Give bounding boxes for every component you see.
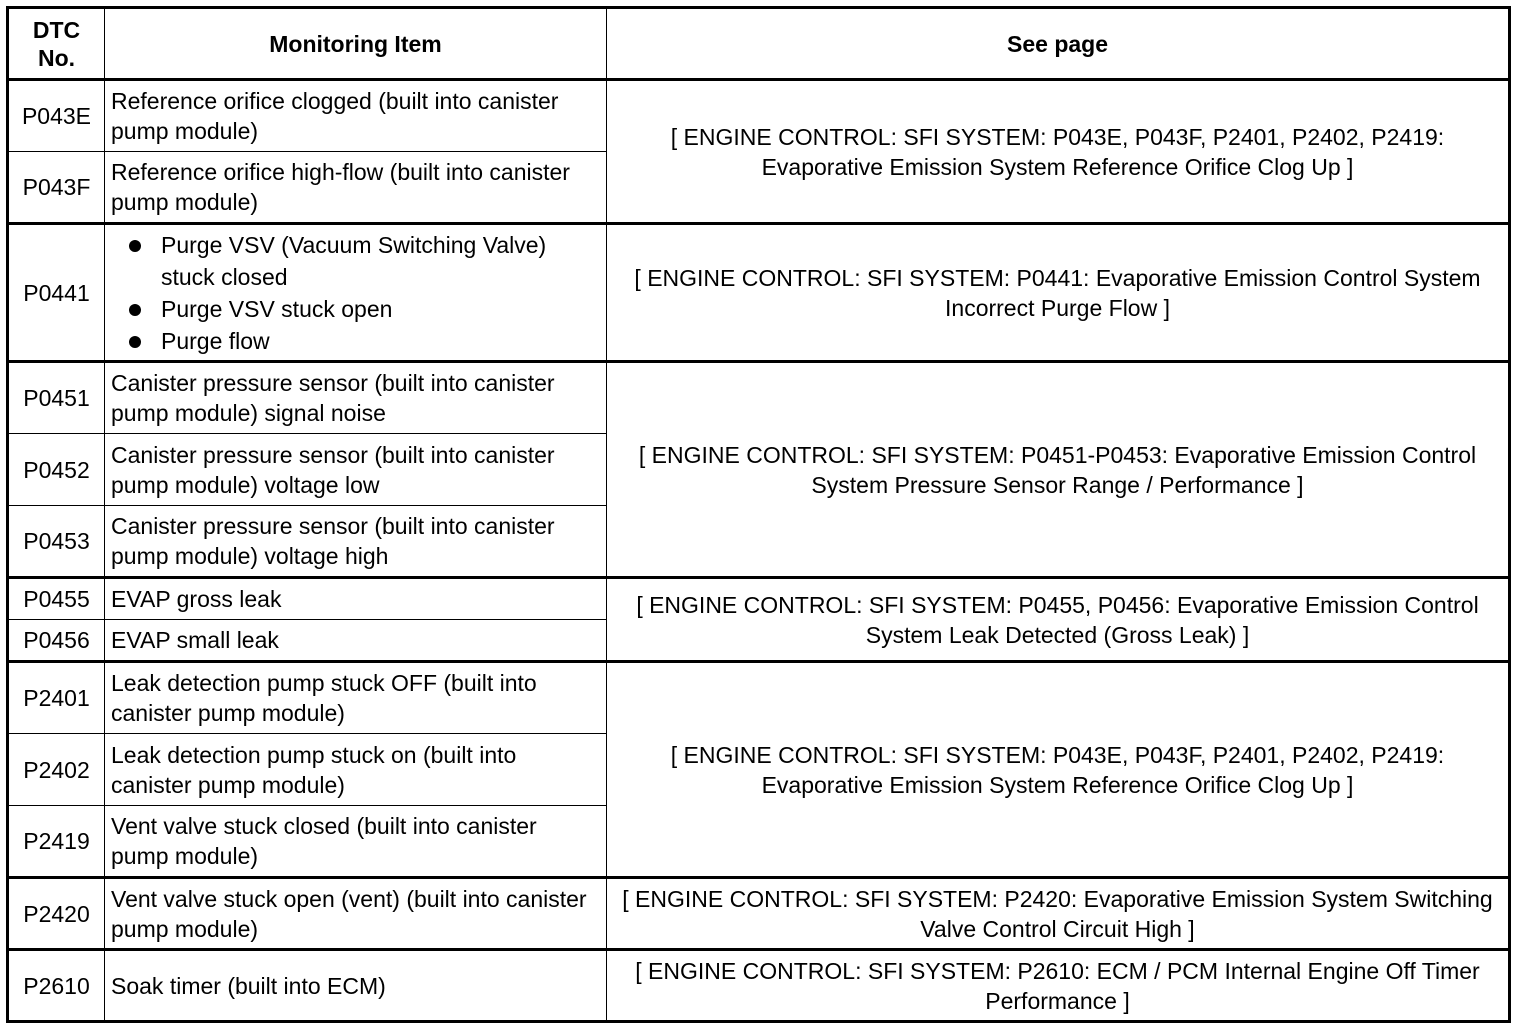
see-page-link[interactable]: [ ENGINE CONTROL: SFI SYSTEM: P043E, P043F, P2401, P2402, P2419: Evaporative Emission System Reference Orifice Clog Up ] [607,80,1510,224]
dtc-code: P2419 [8,806,105,878]
see-page-link[interactable]: [ ENGINE CONTROL: SFI SYSTEM: P0451-P0453: Evaporative Emission Control System Pressure Sensor Range / Performance ] [607,362,1510,578]
dtc-code: P0453 [8,506,105,578]
dtc-code: P2402 [8,734,105,806]
dtc-code: P0451 [8,362,105,434]
bullet-text: Purge flow [161,327,270,354]
list-item [119,229,606,293]
table-row [8,80,1510,152]
bullet-icon [129,304,141,316]
dtc-code: P0456 [8,620,105,662]
dtc-code: P2420 [8,878,105,950]
monitoring-item: Canister pressure sensor (built into canister pump module) voltage low [105,434,607,506]
bullet-text: Purge VSV stuck open [161,295,393,322]
dtc-code: P2401 [8,662,105,734]
header-dtc-no: DTC No. [8,8,105,80]
see-page-link[interactable]: [ ENGINE CONTROL: SFI SYSTEM: P2610: ECM / PCM Internal Engine Off Timer Performance ] [607,950,1510,1022]
monitoring-item: Canister pressure sensor (built into canister pump module) voltage high [105,506,607,578]
table-row [8,362,1510,434]
table-row [8,578,1510,620]
see-page-link[interactable]: [ ENGINE CONTROL: SFI SYSTEM: P043E, P043F, P2401, P2402, P2419: Evaporative Emission System Reference Orifice Clog Up ] [607,662,1510,878]
table-row [8,878,1510,950]
table-row [8,950,1510,1022]
list-item [119,293,606,325]
table-row [8,224,1510,362]
bullet-text: Purge VSV (Vacuum Switching Valve) stuck closed [161,231,547,290]
monitoring-item: Soak timer (built into ECM) [105,950,607,1022]
monitoring-item: Vent valve stuck open (vent) (built into canister pump module) [105,878,607,950]
dtc-code: P0441 [8,224,105,362]
monitoring-item: Reference orifice clogged (built into canister pump module) [105,80,607,152]
monitoring-item: Leak detection pump stuck OFF (built into canister pump module) [105,662,607,734]
header-monitoring-item: Monitoring Item [105,8,607,80]
dtc-code: P0452 [8,434,105,506]
see-page-link[interactable]: [ ENGINE CONTROL: SFI SYSTEM: P0455, P0456: Evaporative Emission Control System Leak Detected (Gross Leak) ] [607,578,1510,662]
dtc-code: P043E [8,80,105,152]
header-row [8,8,1510,80]
see-page-link[interactable]: [ ENGINE CONTROL: SFI SYSTEM: P0441: Evaporative Emission Control System Incorrect Purge Flow ] [607,224,1510,362]
monitoring-item: Canister pressure sensor (built into canister pump module) signal noise [105,362,607,434]
table-row [8,662,1510,734]
bullet-list [105,229,606,357]
monitoring-item [105,224,607,362]
bullet-icon [129,336,141,348]
monitoring-item: EVAP small leak [105,620,607,662]
monitoring-item: EVAP gross leak [105,578,607,620]
header-see-page: See page [607,8,1510,80]
list-item [119,325,606,357]
monitoring-item: Reference orifice high-flow (built into canister pump module) [105,152,607,224]
dtc-code: P0455 [8,578,105,620]
dtc-code: P2610 [8,950,105,1022]
monitoring-item: Vent valve stuck closed (built into canister pump module) [105,806,607,878]
dtc-code: P043F [8,152,105,224]
monitoring-item: Leak detection pump stuck on (built into canister pump module) [105,734,607,806]
dtc-table [6,6,1511,1023]
bullet-icon [129,240,141,252]
see-page-link[interactable]: [ ENGINE CONTROL: SFI SYSTEM: P2420: Evaporative Emission System Switching Valve Control Circuit High ] [607,878,1510,950]
